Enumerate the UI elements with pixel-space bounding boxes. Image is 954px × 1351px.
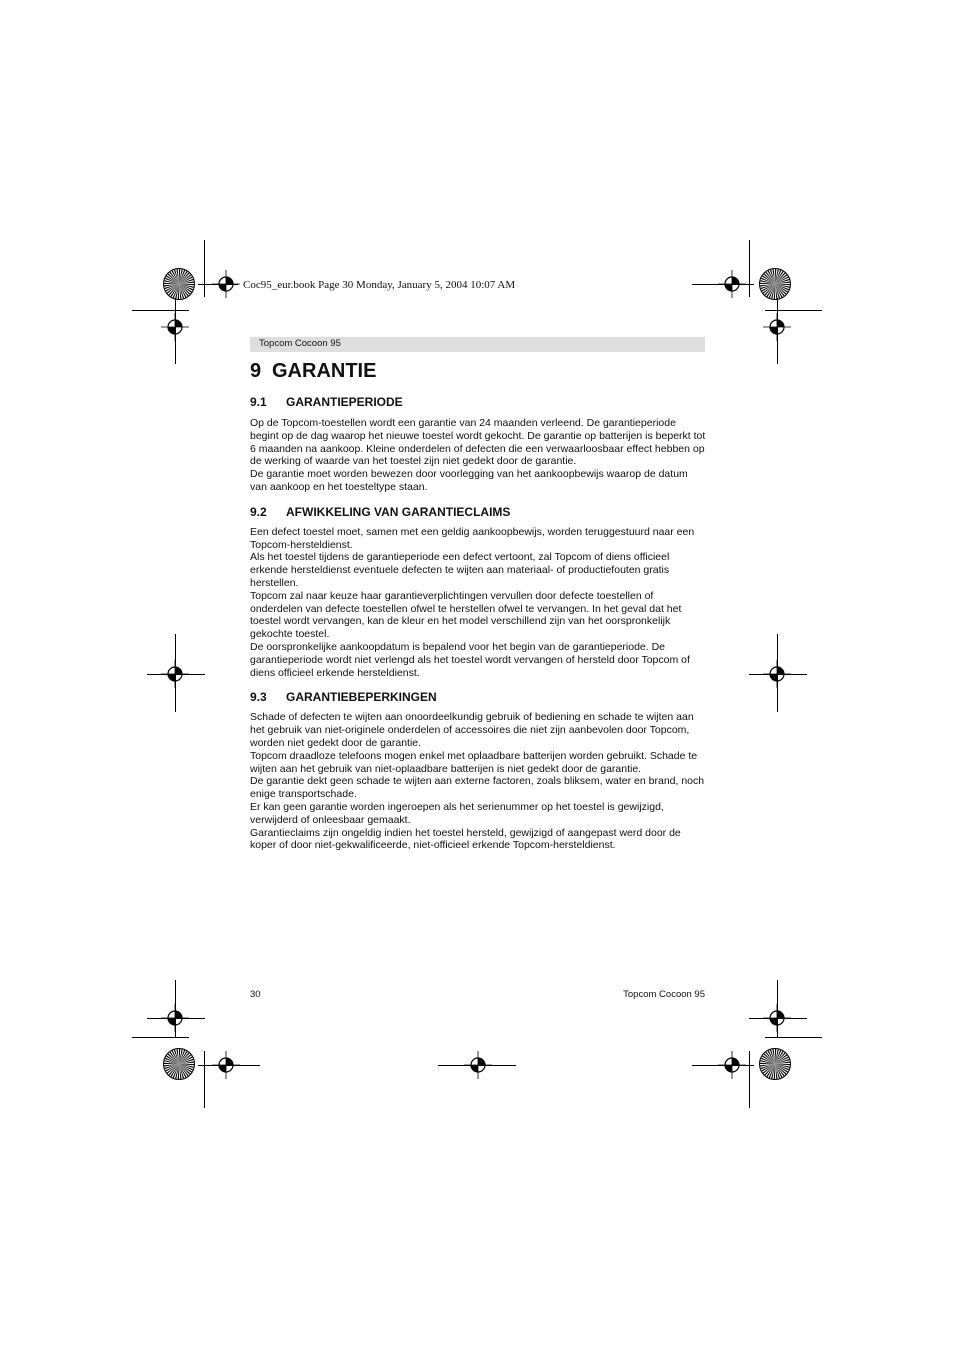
paragraph: Topcom zal naar keuze haar garantieverplichtingen vervullen door defecte toestellen of onderdelen van defecte toestellen ofwel te herstellen ofwel te vervangen. In het geval dat het toestel wordt vervangen, kan de kleur en het model verschillend zijn van het oorspronkelijk gekochte toestel. [250,589,682,641]
crop-line [147,1018,205,1019]
crop-line [147,674,205,675]
paragraph: De garantie moet worden bewezen door voorlegging van het aankoopbewijs waarop de datum van aankoop en het toesteltype staan. [250,468,688,493]
crop-line [749,1051,750,1108]
page-content [250,358,706,852]
crop-line [132,310,189,311]
section-title-text: AFWIKKELING VAN GARANTIECLAIMS [286,504,511,519]
section-number: 9.1 [250,395,267,409]
paragraph: Garantieclaims zijn ongeldig indien het toestel hersteld, gewijzigd of aangepast werd door de koper of door niet-gekwalificeerde, niet-officieel erkende Topcom-hersteldienst. [250,826,681,852]
section-9-2 [250,505,706,680]
crop-line [765,310,822,311]
section-title [250,395,706,410]
chapter-number: 9 [250,360,262,382]
crop-line [749,674,807,675]
paragraph: Er kan geen garantie worden ingeroepen als het serienummer op het toestel is gewijzigd, verwijderd of onleesbaar gemaakt. [250,800,664,826]
chapter-title [250,358,706,386]
crop-line [777,980,778,1038]
crop-line [749,240,750,297]
section-9-1 [250,395,706,494]
section-title-text: GARANTIEPERIODE [286,395,403,409]
crop-line [175,634,176,712]
crop-line [198,284,238,285]
section-9-3 [250,690,706,852]
crop-line [204,1051,205,1108]
crop-line [175,298,176,364]
crop-line [198,1065,260,1066]
section-title-text: GARANTIEBEPERKINGEN [286,690,437,705]
crop-line [175,980,176,1038]
paragraph: Schade of defecten te wijten aan onoordeelkundig gebruik of bediening en schade te wijten aan het gebruik van niet-originele onderdelen of accessoires die niet zijn aanbevolen door Topcom, worden niet gedekt door de garantie. [250,711,694,749]
running-header [250,337,705,352]
paragraph: De garantie dekt geen schade te wijten aan externe factoren, zoals bliksem, water en brand, noch enige transportschade. [250,775,705,801]
book-info-line: Coc95_eur.book Page 30 Monday, January 5, 2004 10:07 AM [243,279,516,291]
section-number: 9.3 [250,690,267,705]
starburst-mark-icon [759,268,791,300]
crop-line [204,240,205,297]
header-product: Topcom Cocoon 95 [259,338,341,349]
paragraph: Op de Topcom-toestellen wordt een garantie van 24 maanden verleend. De garantieperiode begint op de dag waarop het nieuwe toestel wordt gekocht. De garantie op batterijen is beperkt tot 6 maanden na aankoop. Kleine onderdelen of defecten die een verwaarloosbaar effect hebben op de werking of waarde van het toestel zijn niet gedekt door de garantie. [250,417,706,468]
starburst-mark-icon [163,1048,195,1080]
paragraph: Als het toestel tijdens de garantieperiode een defect vertoont, zal Topcom of diens officieel erkende hersteldienst eventuele defecten te wijten aan materiaal- of productiefouten gratis herstellen. [250,551,670,589]
paragraph: Topcom draadloze telefoons mogen enkel met oplaadbare batterijen worden gebruikt. Schade te wijten aan het gebruik van niet-oplaadbare batterijen is niet gedekt door de garantie. [250,749,698,775]
section-number: 9.2 [250,504,267,519]
starburst-mark-icon [163,268,195,300]
crop-line [692,284,754,285]
section-title [250,690,706,705]
footer-page-number: 30 [250,989,261,1000]
crop-line [438,1065,516,1066]
starburst-mark-icon [759,1048,791,1080]
crop-line [777,298,778,364]
crop-line [765,1037,822,1038]
section-title [250,505,706,520]
crop-line [692,1065,754,1066]
paragraph: De oorspronkelijke aankoopdatum is bepalend voor het begin van de garantieperiode. De garantieperiode wordt niet verlengd als het toestel wordt vervangen of hersteld door Topcom of diens officieel erkende hersteldienst. [250,640,690,679]
crop-line [132,1037,189,1038]
footer-product: Topcom Cocoon 95 [623,989,705,1000]
chapter-title-text: GARANTIE [272,360,377,382]
crop-line [777,634,778,712]
paragraph: Een defect toestel moet, samen met een geldig aankoopbewijs, worden teruggestuurd naar een Topcom-hersteldienst. [250,525,695,551]
crop-line [749,1018,807,1019]
